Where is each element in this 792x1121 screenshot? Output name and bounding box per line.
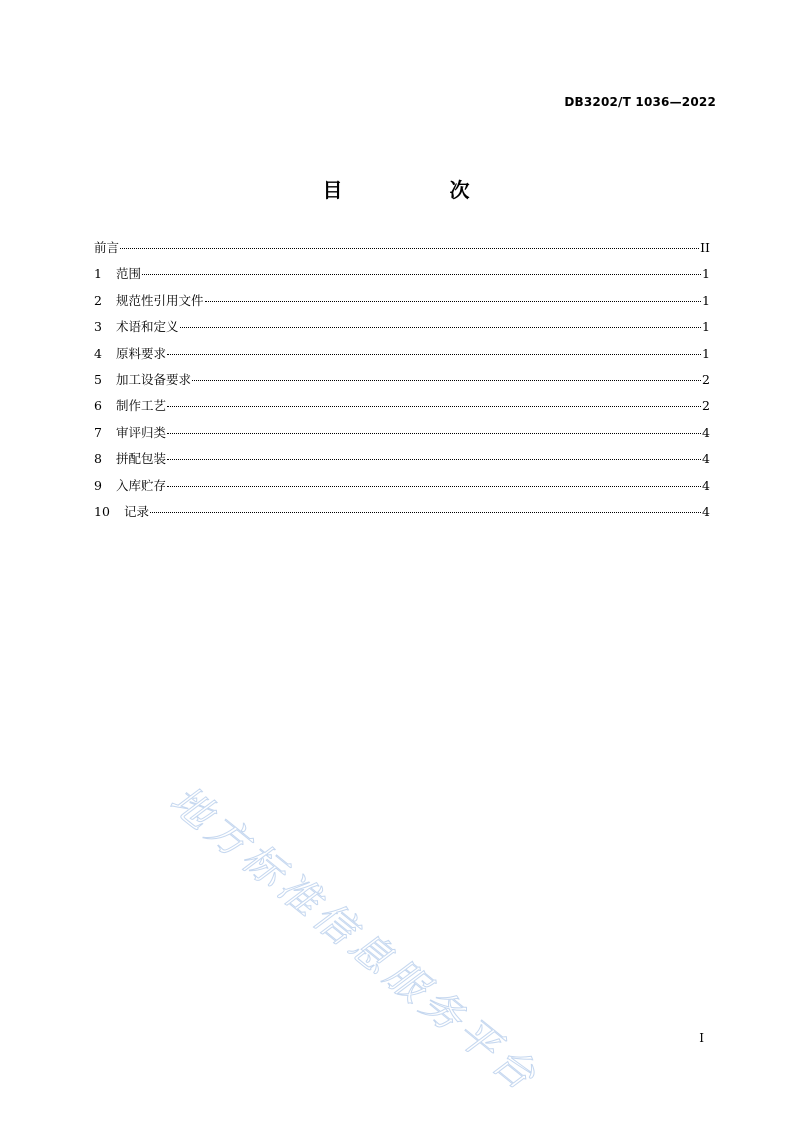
toc-entry-records[interactable] [94, 502, 710, 528]
toc-entry-label: 术语和定义 [116, 319, 179, 335]
toc-entry-number: 6 [94, 398, 102, 414]
toc-entry-label: 审评归类 [116, 424, 167, 440]
toc-dot-leader [167, 486, 701, 487]
toc-entry-equipment[interactable] [94, 370, 710, 396]
watermark: 地方标准信息服务平台 [161, 776, 548, 1103]
toc-entry-blending[interactable] [94, 449, 710, 475]
toc-entry-label: 记录 [124, 503, 150, 519]
toc-entry-page: 2 [702, 371, 710, 387]
toc-dot-leader [142, 274, 701, 275]
toc-entry-page: 4 [702, 424, 710, 440]
toc-entry-number: 5 [94, 371, 102, 387]
toc-entry-page: 4 [702, 503, 710, 519]
toc-entry-label: 加工设备要求 [116, 371, 192, 387]
toc-entry-terms[interactable] [94, 317, 710, 343]
toc-entry-page: 2 [702, 398, 710, 414]
toc-entry-number: 10 [94, 503, 110, 519]
toc-entry-number: 7 [94, 424, 102, 440]
table-of-contents [94, 238, 710, 528]
toc-entry-number: 9 [94, 477, 102, 493]
toc-dot-leader [120, 248, 699, 249]
toc-dot-leader [167, 354, 701, 355]
toc-entry-page: 1 [702, 319, 710, 335]
document-code: DB3202/T 1036—2022 [564, 95, 716, 109]
toc-dot-leader [180, 327, 702, 328]
toc-dot-leader [192, 380, 701, 381]
toc-entry-process[interactable] [94, 396, 710, 422]
toc-entry-page: II [700, 240, 710, 255]
page-number: I [699, 1031, 704, 1045]
toc-title: 目 次 [322, 178, 520, 202]
toc-entry-foreword[interactable] [94, 238, 710, 264]
toc-dot-leader [205, 301, 702, 302]
toc-entry-page: 1 [702, 292, 710, 308]
toc-entry-number: 4 [94, 345, 102, 361]
toc-dot-leader [167, 459, 701, 460]
toc-entry-grading[interactable] [94, 423, 710, 449]
toc-entry-label: 入库贮存 [116, 477, 167, 493]
toc-entry-number: 3 [94, 319, 102, 335]
toc-entry-page: 4 [702, 477, 710, 493]
toc-entry-label: 原料要求 [116, 345, 167, 361]
toc-entry-number: 2 [94, 292, 102, 308]
toc-entry-label: 制作工艺 [116, 398, 167, 414]
toc-entry-label: 范围 [116, 266, 142, 282]
toc-entry-page: 4 [702, 451, 710, 467]
toc-entry-scope[interactable] [94, 264, 710, 290]
toc-entry-normative-references[interactable] [94, 291, 710, 317]
toc-entry-page: 1 [702, 345, 710, 361]
toc-entry-label: 拼配包装 [116, 451, 167, 467]
toc-entry-label: 前言 [94, 240, 120, 255]
toc-entry-storage[interactable] [94, 476, 710, 502]
toc-entry-page: 1 [702, 266, 710, 282]
toc-dot-leader [150, 512, 701, 513]
toc-entry-number: 8 [94, 451, 102, 467]
toc-entry-raw-materials[interactable] [94, 344, 710, 370]
toc-entry-number: 1 [94, 266, 102, 282]
toc-dot-leader [167, 433, 701, 434]
toc-dot-leader [167, 406, 701, 407]
toc-entry-label: 规范性引用文件 [116, 292, 204, 308]
